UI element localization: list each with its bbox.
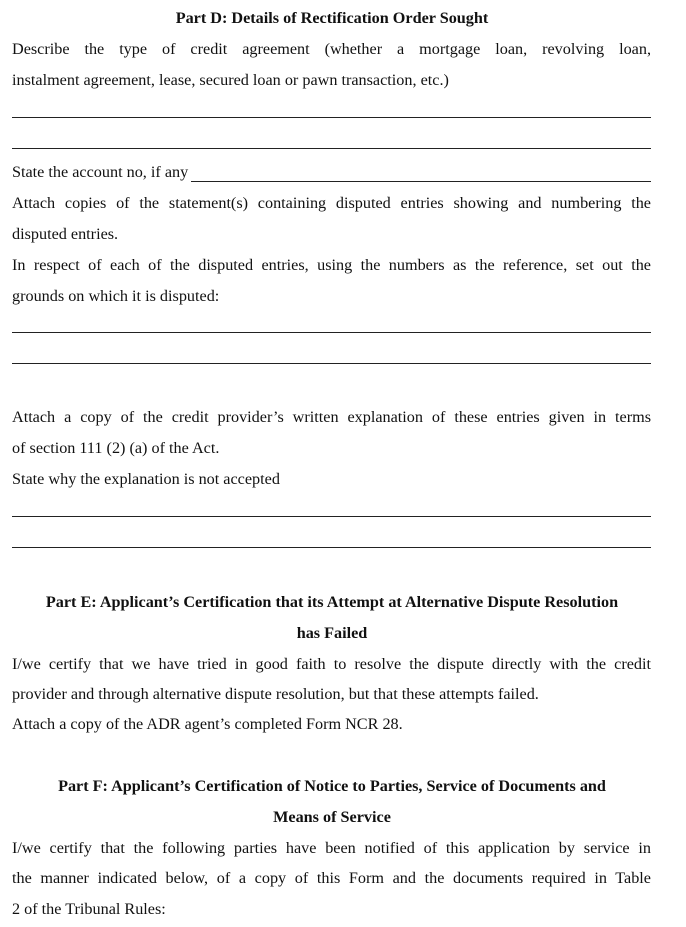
account-number-row [12, 162, 651, 182]
part-d-heading: Part D: Details of Rectification Order Sought [175, 9, 489, 27]
attach-statement-line1: Attach copies of the statement(s) containing disputed entries showing and numbering the [12, 194, 651, 212]
part-e-certify-line2: provider and through alternative dispute resolution, but that these attempts failed. [12, 685, 539, 703]
grounds-line1: In respect of each of the disputed entries, using the numbers as the reference, set out the [12, 256, 651, 274]
attach-statement-line2: disputed entries. [12, 225, 119, 243]
agreement-type-line-2[interactable] [12, 148, 651, 149]
grounds-line2: grounds on which it is disputed: [12, 287, 220, 305]
agreement-type-line-1[interactable] [12, 117, 651, 118]
part-e-heading-line1: Part E: Applicant’s Certification that its Attempt at Alternative Dispute Resolution [45, 593, 619, 611]
why-not-accepted-label: State why the explanation is not accepted [12, 470, 280, 488]
part-f-heading-line1: Part F: Applicant’s Certification of Notice to Parties, Service of Documents and [58, 777, 606, 795]
account-number-field[interactable] [191, 167, 651, 182]
part-e-certify-line1: I/we certify that we have tried in good faith to resolve the dispute directly with the credit [12, 655, 651, 673]
part-d-describe-line1: Describe the type of credit agreement (whether a mortgage loan, revolving loan, [12, 40, 651, 58]
grounds-line-2[interactable] [12, 363, 651, 364]
explanation-line2: of section 111 (2) (a) of the Act. [12, 439, 220, 457]
why-not-accepted-line-1[interactable] [12, 516, 651, 517]
explanation-line1: Attach a copy of the credit provider’s written explanation of these entries given in terms [12, 408, 651, 426]
part-e-heading-line2: has Failed [296, 624, 368, 642]
part-f-certify-line1: I/we certify that the following parties have been notified of this application by service in [12, 839, 651, 857]
part-d-describe-line2: instalment agreement, lease, secured loan or pawn transaction, etc.) [12, 71, 449, 89]
why-not-accepted-line-2[interactable] [12, 547, 651, 548]
part-e-attach-form: Attach a copy of the ADR agent’s completed Form NCR 28. [12, 715, 403, 733]
part-f-certify-line2: the manner indicated below, of a copy of this Form and the documents required in Table [12, 869, 651, 887]
account-number-label: State the account no, if any [12, 163, 189, 181]
part-f-heading-line2: Means of Service [273, 808, 391, 826]
grounds-line-1[interactable] [12, 332, 651, 333]
part-f-certify-line3: 2 of the Tribunal Rules: [12, 900, 166, 918]
